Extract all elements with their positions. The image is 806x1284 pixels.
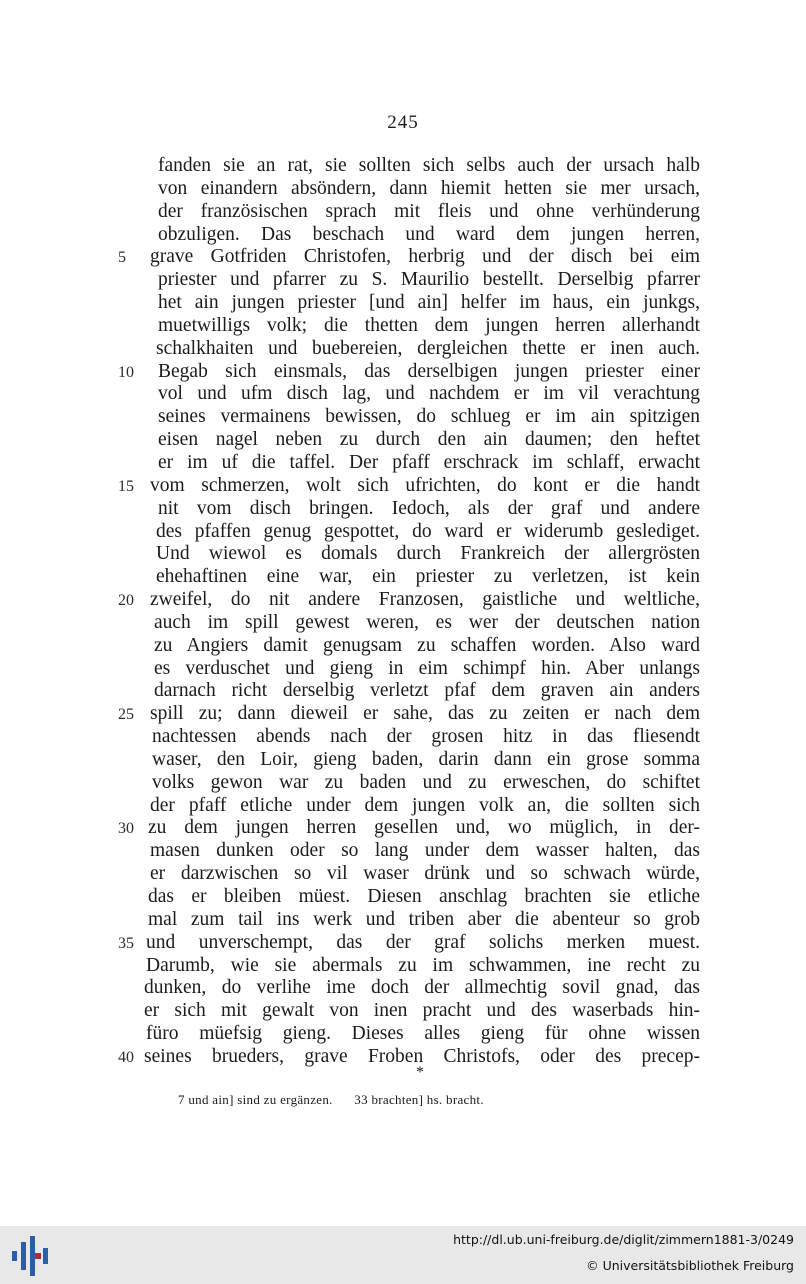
line-text: seines brueders, grave Froben Christofs, oder des precep- xyxy=(144,1045,700,1067)
line-text: ehehaftinen eine war, ein priester zu verletzen, ist kein xyxy=(156,566,700,588)
line-text: er darzwischen so vil waser drünk und so schwach würde, xyxy=(150,863,700,885)
line-text: eisen nagel neben zu durch den ain daumen; den heftet xyxy=(158,429,700,451)
line-text: auch im spill gewest weren, es wer der deutschen nation xyxy=(154,611,700,633)
line-text: der französischen sprach mit fleis und ohne verhünderung xyxy=(158,200,700,222)
line-text: fanden sie an rat, sie sollten sich selbs auch der ursach halb xyxy=(158,155,700,176)
text-line xyxy=(118,1000,708,1023)
text-line xyxy=(118,589,708,612)
line-text: seines vermainens bewissen, do schlueg er im ain spitzigen xyxy=(158,406,700,428)
text-line xyxy=(118,863,708,886)
text-line xyxy=(118,749,708,772)
text-line xyxy=(118,612,708,635)
text-line xyxy=(118,680,708,703)
line-text: Und wiewol es domals durch Frankreich der allergrösten xyxy=(156,543,700,565)
text-line xyxy=(118,498,708,521)
line-text: grave Gotfriden Christofen, herbrig und der disch bei eim xyxy=(150,246,700,268)
line-number: 35 xyxy=(118,934,134,952)
line-text: priester und pfarrer zu S. Maurilio bestellt. Derselbig pfarrer xyxy=(158,269,700,291)
line-text: der pfaff etliche under dem jungen volk an, die sollten sich xyxy=(150,794,700,816)
text-line xyxy=(118,406,708,429)
text-line xyxy=(118,977,708,1000)
line-text: Begab sich einsmals, das derselbigen jungen priester einer xyxy=(158,360,700,382)
line-text: waser, den Loir, gieng baden, darin dann ein grose somma xyxy=(152,748,700,770)
page-number: 245 xyxy=(387,112,419,133)
text-line xyxy=(118,521,708,544)
line-text: vom schmerzen, wolt sich ufrichten, do kont er die handt xyxy=(150,474,700,496)
line-text: spill zu; dann dieweil er sahe, das zu zeiten er nach dem xyxy=(150,703,700,725)
text-line xyxy=(118,383,708,406)
line-text: schalkhaiten und buebereien, dergleichen thette er inen auch. xyxy=(156,337,700,359)
text-line xyxy=(118,269,708,292)
text-line xyxy=(118,452,708,475)
line-text: dunken, do verlihe ime doch der allmechtig sovil gnad, das xyxy=(144,977,700,999)
line-number: 40 xyxy=(118,1048,134,1066)
footer-copyright: © Universitätsbibliothek Freiburg xyxy=(586,1258,794,1273)
text-line xyxy=(118,772,708,795)
text-line xyxy=(118,886,708,909)
line-text: zu Angiers damit genugsam zu schaffen worden. Also ward xyxy=(154,634,700,656)
line-text: Darumb, wie sie abermals zu im schwammen, ine recht zu xyxy=(146,954,700,976)
line-number: 15 xyxy=(118,477,134,495)
line-number: 25 xyxy=(118,706,134,724)
text-line xyxy=(118,361,708,384)
text-line xyxy=(118,840,708,863)
line-text: volks gewon war zu baden und zu erweschen, do schiftet xyxy=(152,771,700,793)
line-text: obzuligen. Das beschach und ward dem jungen herren, xyxy=(158,223,700,245)
line-text: zweifel, do nit andere Franzosen, gaistliche und weltliche, xyxy=(150,589,700,611)
line-text: von einandern absöndern, dann hiemit hetten sie mer ursach, xyxy=(158,177,700,199)
text-line xyxy=(118,658,708,681)
text-line xyxy=(118,817,708,840)
text-line xyxy=(118,703,708,726)
text-line xyxy=(118,955,708,978)
text-line xyxy=(118,635,708,658)
footnotes xyxy=(178,1092,502,1108)
line-text: masen dunken oder so lang under dem wasser halten, das xyxy=(150,840,700,862)
line-text: er sich mit gewalt von inen pracht und des waserbads hin- xyxy=(144,1000,700,1022)
text-line xyxy=(118,155,708,178)
text-line xyxy=(118,795,708,818)
line-number: 20 xyxy=(118,592,134,610)
line-number: 5 xyxy=(118,249,126,267)
text-line xyxy=(118,932,708,955)
text-line xyxy=(118,566,708,589)
text-line xyxy=(118,475,708,498)
line-text: füro müefsig gieng. Dieses alles gieng für ohne wissen xyxy=(146,1023,700,1045)
line-text: es verduschet und gieng in eim schimpf hin. Aber unlangs xyxy=(154,657,700,679)
asterisk-separator: * xyxy=(416,1064,424,1081)
line-number: 10 xyxy=(118,363,134,381)
footer-bar xyxy=(0,1226,806,1284)
line-text: nachtessen abends nach der grosen hitz in das fliesendt xyxy=(152,726,700,748)
line-number: 30 xyxy=(118,820,134,838)
text-line xyxy=(118,726,708,749)
text-line xyxy=(118,338,708,361)
ub-freiburg-logo-icon[interactable] xyxy=(12,1236,52,1276)
line-text: das er bleiben müest. Diesen anschlag brachten sie etliche xyxy=(148,886,700,907)
line-text: und unverschempt, das der graf solichs merken muest. xyxy=(146,931,700,953)
text-line xyxy=(118,1023,708,1046)
text-line xyxy=(118,315,708,338)
line-text: er im uf die taffel. Der pfaff erschrack im schlaff, erwacht xyxy=(158,451,700,473)
text-line xyxy=(118,909,708,932)
footer-url-link[interactable]: http://dl.ub.uni-freiburg.de/diglit/zimmern1881-3/0249 xyxy=(453,1232,794,1247)
line-text: vol und ufm disch lag, und nachdem er im vil verachtung xyxy=(158,383,700,405)
line-text: muetwilligs volk; die thetten dem jungen herren allerhandt xyxy=(158,314,700,336)
text-line xyxy=(118,246,708,269)
text-line xyxy=(118,178,708,201)
main-text xyxy=(118,155,708,1069)
text-line xyxy=(118,292,708,315)
footnote-2: 33 brachten] hs. bracht. xyxy=(354,1092,484,1107)
line-text: des pfaffen genug gespottet, do ward er widerumb geslediget. xyxy=(156,520,700,542)
text-line xyxy=(118,224,708,247)
line-text: nit vom disch bringen. Iedoch, als der graf und andere xyxy=(158,497,700,519)
text-line xyxy=(118,201,708,224)
line-text: zu dem jungen herren gesellen und, wo müglich, in der- xyxy=(148,817,700,839)
text-line xyxy=(118,543,708,566)
line-text: mal zum tail ins werk und triben aber die abenteur so grob xyxy=(148,908,700,930)
line-text: darnach richt derselbig verletzt pfaf dem graven ain anders xyxy=(154,680,700,702)
line-text: het ain jungen priester [und ain] helfer im haus, ein junkgs, xyxy=(158,292,700,314)
text-line xyxy=(118,429,708,452)
footnote-1: 7 und ain] sind zu ergänzen. xyxy=(178,1092,333,1107)
